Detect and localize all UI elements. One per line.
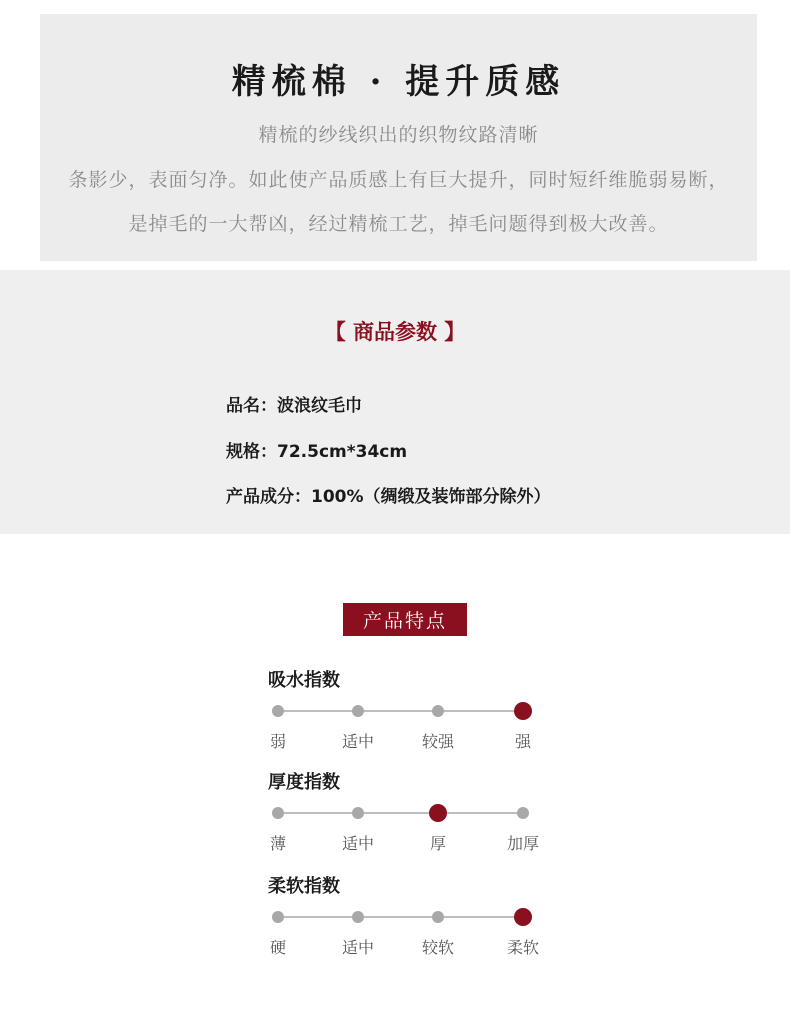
features-badge: 产品特点	[343, 603, 467, 636]
hero-text-line-2: 条影少，表面匀净。如此使产品质感上有巨大提升，同时短纤维脆弱易断，	[68, 169, 729, 191]
scale-title: 柔软指数	[268, 876, 340, 897]
scale-dot	[432, 705, 444, 717]
scale-dot	[352, 705, 364, 717]
scale-dot	[272, 807, 284, 819]
scale-track	[278, 916, 523, 918]
scale-tick-label: 较软	[421, 938, 455, 957]
product-params-section	[0, 270, 790, 534]
scale-dot-selected	[514, 908, 532, 926]
param-material: 产品成分：100%（绸缎及装饰部分除外）	[226, 487, 551, 507]
hero-banner	[40, 14, 757, 261]
hero-text-line-3: 是掉毛的一大帮凶，经过精梳工艺，掉毛问题得到极大改善。	[128, 213, 669, 235]
scale-dot	[272, 705, 284, 717]
scale-tick-label: 弱	[269, 732, 287, 751]
scale-dot	[272, 911, 284, 923]
scale-tick-label: 柔软	[506, 938, 540, 957]
scale-tick-label: 适中	[341, 938, 375, 957]
scale-title: 吸水指数	[268, 670, 340, 691]
scale-track	[278, 812, 523, 814]
param-name: 品名：波浪纹毛巾	[226, 396, 362, 416]
scale-tick-label: 较强	[421, 732, 455, 751]
scale-dot-selected	[514, 702, 532, 720]
scale-dot	[352, 807, 364, 819]
scale-tick-label: 薄	[269, 834, 287, 853]
hero-text-line-1: 精梳的纱线织出的织物纹路清晰	[258, 124, 539, 146]
scale-tick-label: 加厚	[506, 834, 540, 853]
scale-tick-label: 适中	[341, 834, 375, 853]
scale-dot	[432, 911, 444, 923]
scale-tick-label: 厚	[429, 834, 447, 853]
scale-tick-label: 强	[514, 732, 532, 751]
scale-dot-selected	[429, 804, 447, 822]
scale-track	[278, 710, 523, 712]
param-size: 规格：72.5cm*34cm	[226, 442, 408, 462]
scale-title: 厚度指数	[268, 772, 340, 793]
hero-title: 精梳棉 · 提升质感	[231, 62, 566, 102]
scale-tick-label: 硬	[269, 938, 287, 957]
scale-dot	[517, 807, 529, 819]
scale-tick-label: 适中	[341, 732, 375, 751]
scale-dot	[352, 911, 364, 923]
params-title: 【 商品参数 】	[324, 320, 466, 344]
